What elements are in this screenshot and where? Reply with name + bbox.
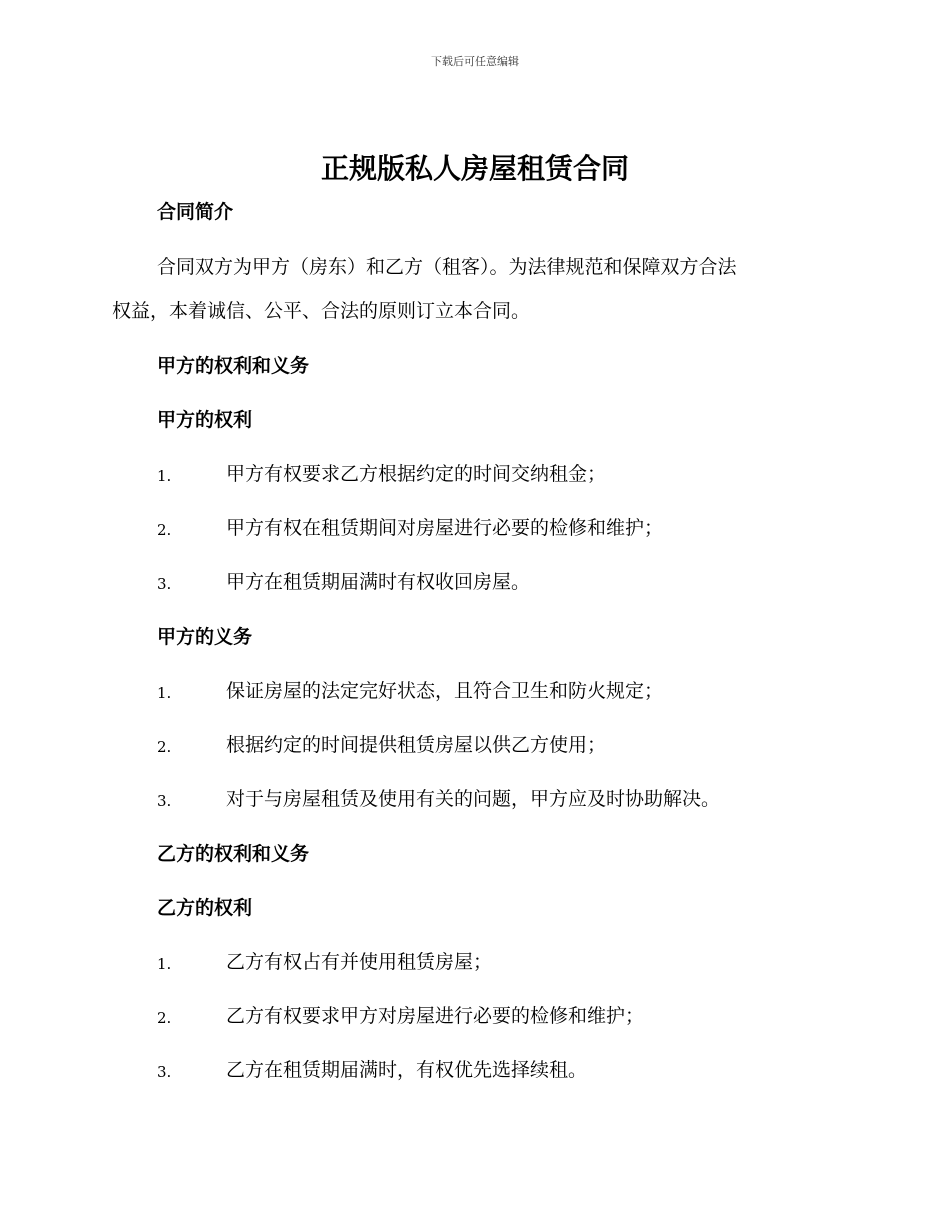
list-item-text: 乙方有权要求甲方对房屋进行必要的检修和维护； bbox=[226, 1005, 645, 1027]
subheading-party-b-rights: 乙方的权利 bbox=[157, 897, 253, 919]
list-item-number: 1. bbox=[157, 955, 172, 973]
list-item-number: 2. bbox=[157, 1009, 172, 1027]
list-item-text: 乙方有权占有并使用租赁房屋； bbox=[226, 951, 493, 973]
page-header: 下载后可任意编辑 bbox=[431, 55, 519, 68]
list-item-number: 3. bbox=[157, 1063, 172, 1081]
intro-paragraph-line-2: 权益，本着诚信、公平、合法的原则订立本合同。 bbox=[112, 300, 531, 322]
section-heading-party-a: 甲方的权利和义务 bbox=[157, 355, 310, 377]
list-item-text: 保证房屋的法定完好状态，且符合卫生和防火规定； bbox=[226, 680, 664, 702]
section-heading-intro: 合同简介 bbox=[157, 201, 234, 223]
list-item-number: 1. bbox=[157, 684, 172, 702]
list-item-text: 甲方有权在租赁期间对房屋进行必要的检修和维护； bbox=[226, 517, 664, 539]
list-item-number: 1. bbox=[157, 467, 172, 485]
document-title: 正规版私人房屋租赁合同 bbox=[320, 152, 629, 185]
list-item-text: 甲方有权要求乙方根据约定的时间交纳租金； bbox=[226, 463, 607, 485]
list-item-text: 根据约定的时间提供租赁房屋以供乙方使用； bbox=[226, 734, 607, 756]
list-item-number: 3. bbox=[157, 792, 172, 810]
list-item-number: 3. bbox=[157, 575, 172, 593]
subheading-party-a-duties: 甲方的义务 bbox=[157, 626, 253, 648]
list-item-text: 乙方在租赁期届满时，有权优先选择续租。 bbox=[226, 1059, 588, 1081]
list-item-text: 对于与房屋租赁及使用有关的问题，甲方应及时协助解决。 bbox=[226, 788, 721, 810]
list-item-text: 甲方在租赁期届满时有权收回房屋。 bbox=[226, 571, 531, 593]
list-item-number: 2. bbox=[157, 521, 172, 539]
intro-paragraph-line-1: 合同双方为甲方（房东）和乙方（租客）。为法律规范和保障双方合法 bbox=[157, 256, 737, 278]
list-item-number: 2. bbox=[157, 738, 172, 756]
subheading-party-a-rights: 甲方的权利 bbox=[157, 409, 253, 431]
section-heading-party-b: 乙方的权利和义务 bbox=[157, 843, 310, 865]
